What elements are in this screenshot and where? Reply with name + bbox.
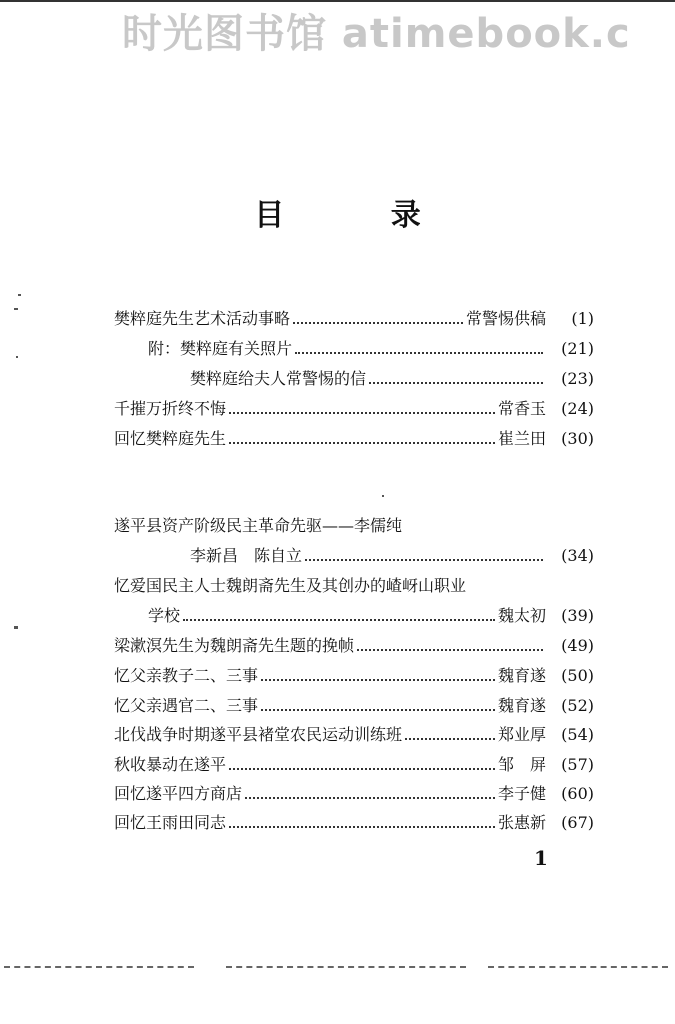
toc-entry-title: 忆爱国民主人士魏朗斋先生及其创办的嵖岈山职业 bbox=[114, 576, 467, 595]
toc-entry[interactable] bbox=[114, 663, 594, 689]
toc-entry[interactable] bbox=[148, 603, 594, 629]
toc-entry[interactable] bbox=[114, 633, 594, 659]
toc-entry-author: 崔兰田 bbox=[497, 429, 546, 448]
page-title: 目 录 bbox=[254, 198, 469, 233]
leader-dots bbox=[229, 442, 495, 444]
toc-entry[interactable] bbox=[114, 426, 594, 452]
toc-entry[interactable] bbox=[114, 810, 594, 836]
toc-entry-author: 常香玉 bbox=[497, 399, 546, 418]
toc-entry-page: (24) bbox=[561, 399, 594, 418]
leader-dots bbox=[293, 322, 463, 324]
toc-entry-page: (1) bbox=[571, 309, 594, 328]
toc-entry-title: 梁漱溟先生为魏朗斋先生题的挽帧 bbox=[114, 636, 355, 655]
toc-entry[interactable] bbox=[114, 693, 594, 719]
leader-dots bbox=[295, 352, 543, 354]
toc-entry-author: 魏育遂 bbox=[497, 666, 546, 685]
toc-entry-author: 张惠新 bbox=[497, 813, 546, 832]
toc-entry-title: 附：樊粹庭有关照片 bbox=[148, 339, 293, 358]
toc-entry[interactable] bbox=[114, 396, 594, 422]
toc-entry-title: 千摧万折终不悔 bbox=[114, 399, 227, 418]
leader-dots bbox=[261, 679, 495, 681]
toc-entry[interactable] bbox=[114, 513, 594, 539]
toc-entry-title: 樊粹庭给夫人常警惕的信 bbox=[190, 369, 367, 388]
leader-dots bbox=[229, 412, 495, 414]
toc-entry[interactable] bbox=[114, 306, 594, 332]
toc-entry[interactable] bbox=[190, 366, 594, 392]
toc-entry-author: 常警惕供稿 bbox=[465, 309, 546, 328]
scan-speck bbox=[16, 356, 18, 358]
leader-dots bbox=[357, 649, 543, 651]
watermark: 时光图书馆 atimebook.c bbox=[122, 11, 631, 57]
toc-entry-page: (39) bbox=[561, 606, 594, 625]
toc-entry-page: (23) bbox=[561, 369, 594, 388]
toc-entry-author: 郑业厚 bbox=[497, 725, 546, 744]
scan-speck bbox=[14, 308, 18, 310]
toc-entry-author: 魏太初 bbox=[497, 606, 546, 625]
leader-dots bbox=[229, 826, 495, 828]
toc-entry-page: (50) bbox=[561, 666, 594, 685]
toc-entry-author: 李子健 bbox=[497, 784, 546, 803]
scan-edge-line bbox=[488, 966, 668, 968]
toc-entry[interactable] bbox=[114, 573, 594, 599]
toc-entry-title: 北伐战争时期遂平县褚堂农民运动训练班 bbox=[114, 725, 403, 744]
toc-entry[interactable] bbox=[148, 336, 594, 362]
toc-entry-page: (34) bbox=[561, 546, 594, 565]
leader-dots bbox=[261, 709, 495, 711]
toc-entry-title: 秋收暴动在遂平 bbox=[114, 755, 227, 774]
toc-entry-title: 樊粹庭先生艺术活动事略 bbox=[114, 309, 291, 328]
toc-entry-title: 回忆王雨田同志 bbox=[114, 813, 227, 832]
page-number: 1 bbox=[534, 846, 548, 870]
scan-edge-line bbox=[4, 966, 194, 968]
toc-entry-author: 魏育遂 bbox=[497, 696, 546, 715]
leader-dots bbox=[229, 768, 495, 770]
toc-entry-title: 忆父亲教子二、三事 bbox=[114, 666, 259, 685]
toc-entry[interactable] bbox=[114, 781, 594, 807]
scan-edge-line bbox=[226, 966, 466, 968]
leader-dots bbox=[245, 797, 495, 799]
scan-speck bbox=[14, 626, 18, 629]
toc-entry[interactable] bbox=[114, 752, 594, 778]
toc-entry-title: 忆父亲遇官二、三事 bbox=[114, 696, 259, 715]
leader-dots bbox=[369, 382, 543, 384]
toc-entry-page: (49) bbox=[561, 636, 594, 655]
toc-entry-page: (54) bbox=[561, 725, 594, 744]
toc-entry[interactable] bbox=[114, 722, 594, 748]
toc-entry-title: 回忆樊粹庭先生 bbox=[114, 429, 227, 448]
toc-entry-title: 回忆遂平四方商店 bbox=[114, 784, 243, 803]
toc-entry-page: (30) bbox=[561, 429, 594, 448]
toc-entry-author: 邹 屏 bbox=[497, 755, 546, 774]
toc-entry-title: 遂平县资产阶级民主革命先驱——李儒纯 bbox=[114, 516, 403, 535]
scan-speck bbox=[18, 294, 21, 296]
toc-entry-page: (67) bbox=[561, 813, 594, 832]
toc-entry-page: (52) bbox=[561, 696, 594, 715]
scan-speck bbox=[382, 495, 384, 497]
toc-entry-page: (57) bbox=[561, 755, 594, 774]
toc-entry-page: (60) bbox=[561, 784, 594, 803]
toc-entry[interactable] bbox=[190, 543, 594, 569]
toc-entry-page: (21) bbox=[561, 339, 594, 358]
toc-entry-title: 学校 bbox=[148, 606, 181, 625]
leader-dots bbox=[405, 738, 495, 740]
leader-dots bbox=[183, 619, 495, 621]
toc-entry-title: 李新昌 陈自立 bbox=[190, 546, 303, 565]
leader-dots bbox=[305, 559, 543, 561]
